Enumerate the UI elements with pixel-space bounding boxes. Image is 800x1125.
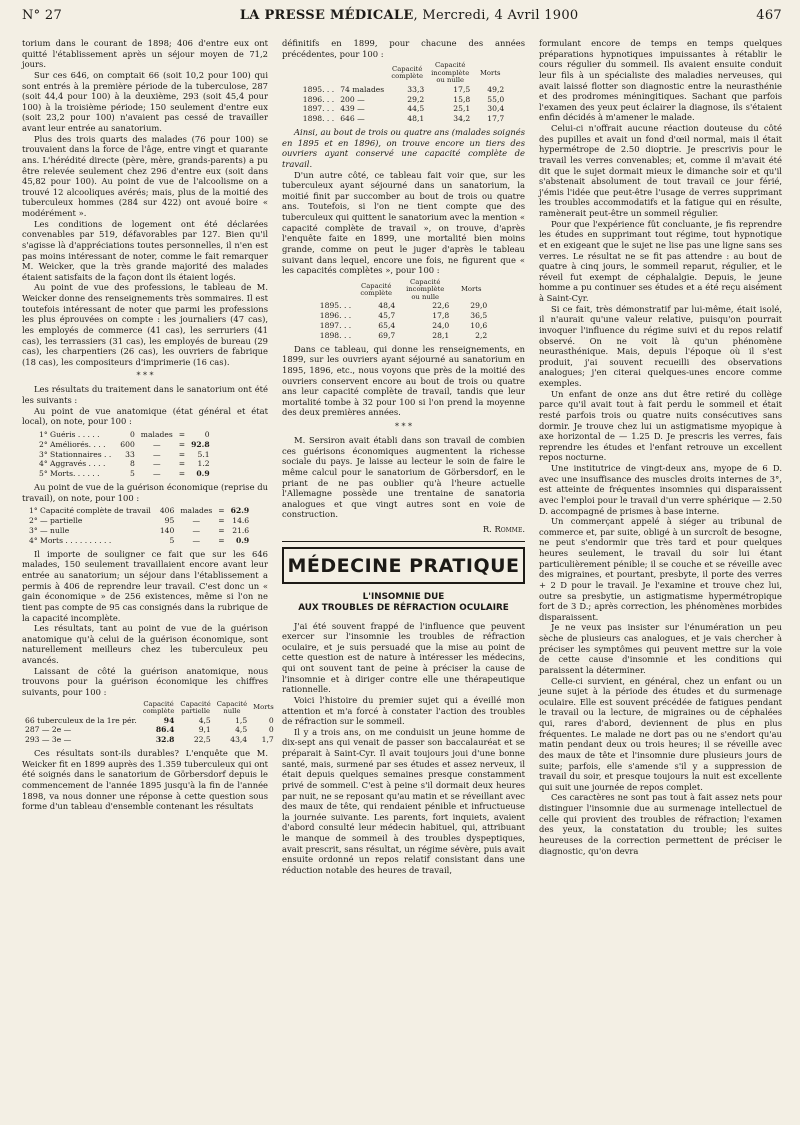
table-cell: 600 — [120, 439, 135, 449]
table-cell: 200 — — [340, 94, 365, 104]
table-cell: 9,1 — [198, 725, 211, 735]
table-cell: 4,5 — [198, 715, 211, 725]
table-cell: 3° Stationnaires . . — [39, 449, 112, 459]
paragraph: D'un autre côté, ce tableau fait voir que, sur les tuberculeux ayant séjourné dans un sanatorium, la moitié finit par succomber au bout de trois ou quatre ans. Toutefois, si l'on ne tient compte que des tuberculeux qui quittent le sanatorium avec la mention « capacité complète de travail », on trouve, d'après l'enquête faite en 1899, une mortalité bien moins grande, comme on peut le juger d'après le tableau suivant dans lequel, encore une fois, ne figurent que « les capacités complètes », pour 100 : — [282, 169, 525, 276]
stage-results-table — [22, 701, 277, 746]
complete-capacity-table — [317, 279, 490, 341]
table-cell: 1898. . . — [319, 330, 352, 340]
paragraph: Pour que l'expérience fût concluante, je fis reprendre les études en supprimant tout régime, tout hypnotique et en exigeant que le sujet ne lise pas une ligne sans ses verres. Le résultat ne se fit pas attendre : au bout de quatre à cinq jours, le sommeil reparut, régulier, et le réveil fut exempt de céphalalgie. Depuis, le jeune homme a pu continuer ses études et a été reçu aisément à Saint-Cyr. — [539, 218, 782, 303]
table-row — [22, 725, 277, 735]
table-cell: 29,0 — [470, 301, 488, 311]
table-cell: 25,1 — [453, 104, 471, 114]
table-row — [26, 516, 252, 526]
table-cell: 406 — [159, 506, 175, 516]
paragraph: Une institutrice de vingt-deux ans, myope de 6 D. avec une insuffisance des muscles droits internes de 3°, est atteinte de fréquentes insomnies qui disparaissent avec l'emploi pour le travail d'un verre sphérique — 2.50 D. accompagné de prismes à base interne. — [539, 463, 782, 516]
table-cell: 0.9 — [196, 469, 210, 479]
table-row — [22, 716, 277, 726]
table-cell: 287 — 2e — — [25, 725, 72, 735]
paragraph: M. Sersiron avait établi dans son travail de combien ces guérisons économiques augmentent la richesse sociale du pays. Je laisse au lecteur le soin de faire le même calcul pour le sanatorium de Görbersdorf, en le priant de ne pas oublier qu'à l'heure actuelle l'Allemagne possède une trentaine de sanatoria analogues et que vingt autres sont en voie de construction. — [282, 435, 525, 520]
table-row — [300, 95, 507, 105]
paragraph: Plus des trois quarts des malades (76 pour 100) se trouvaient dans la force de l'âge, entre vingt et quarante ans. L'hérédité directe (père, mère, grands-parents) a pu être relevée seulement chez 296 d'entre eux (soit dans 45,82 pour 100). Au point de vue de l'alcoolisme on a trouvé 12 alcooliques avérés; mais, plus de la moitié des tuberculeux hommes (284 sur 422) ont avoué boire « modérément ». — [22, 133, 268, 218]
paragraph: Les résultats, tant au point de vue de la guérison anatomique qu'à celui de la guérison économique, sont naturellement meilleurs chez les tuberculeux peu avancés. — [22, 623, 268, 666]
table-row — [36, 459, 213, 469]
table-cell: 43,4 — [230, 735, 248, 745]
table-cell: 5 — [169, 536, 175, 545]
table-cell: 28,1 — [432, 330, 450, 340]
table-cell: 1897. . . — [302, 104, 335, 114]
table-cell: 24,0 — [432, 320, 450, 330]
article-title-line-1: L'INSOMNIE DUE — [362, 591, 445, 602]
table-row — [317, 331, 490, 341]
table-cell: 1° Guéris . . . . . — [39, 429, 100, 439]
table-row — [26, 536, 252, 546]
paragraph: Un commerçant appelé à siéger au tribunal de commerce et, par suite, obligé à un surcroît de besogne, ne peut s'endormir que très tard et pour quelques heures seulement, le travail du soir lui étant particulièrement pénible; il se couche et se réveille avec des migraines, et pourtant, presbyte, il porte des verres + 2 D pour le travail. Je l'examine et trouve chez lui, outre sa presbytie, un astigmatisme hypermétropique fort de 3 D.; après correction, les phénomènes morbides disparaissent. — [539, 516, 782, 622]
paragraph: Ces caractères ne sont pas tout à fait assez nets pour distinguer l'insomnie due au surmenage intellectuel de celle qui provient des troubles de réfraction; l'examen des yeux, la constatation du trouble; les suites heureuses de la correction permettent de préciser le diagnostic, qu'on devra — [539, 792, 782, 856]
column-header: Capacité complète — [391, 64, 424, 81]
table-cell: 29,2 — [407, 94, 425, 104]
table-row — [317, 301, 490, 311]
table-cell: 33,3 — [407, 84, 425, 94]
table-cell: 48,1 — [407, 114, 425, 124]
paragraph: Sur ces 646, on comptait 66 (soit 10,2 pour 100) qui sont entrés à la première période de la tuberculose, 287 (soit 44,4 pour 100) à la deuxième, 293 (soit 45,4 pour 100) à la troisième période; 150 seulement d'entre eux (soit 23,2 pour 100) n'avaient pas cessé de travailler avant leur entrée au sanatorium. — [22, 69, 268, 133]
table-cell: 5.1 — [197, 449, 210, 459]
table-cell: 15,8 — [453, 94, 471, 104]
table-cell: 646 — — [340, 114, 365, 124]
paragraph: Celui-ci n'offrait aucune réaction douteuse du côté des pupilles et avait un fond d'œil normal, mais il était hypermétrope de 2.50 dioptrie. Je prescrivis pour le travail les verres convenables; et, comme il m'avait été dit que le sujet dormait mieux le dimanche soir et qu'il s'abstenait absolument de tout travail ce jour férié, j'émis l'idée que peut-être l'usage de verres supprimant les troubles accommodatifs et la fatigue qui en résulte, ramènerait peut-être un sommeil régulier. — [539, 123, 782, 218]
issue-date: , Mercredi, 4 Avril 1900 — [413, 8, 579, 23]
paragraph: Je ne veux pas insister sur l'énumération un peu sèche de plusieurs cas analogues, et je vais chercher à préciser les symptômes qui peuvent mettre sur la voie de cette cause d'insomnie et les conditions qui paraissent la déterminer. — [539, 622, 782, 675]
table-cell: 65,4 — [378, 320, 396, 330]
table-cell: 48,4 — [378, 301, 396, 311]
table-cell: 5 — [129, 469, 135, 479]
table-cell: 1895. . . — [302, 84, 335, 94]
table-row — [36, 430, 213, 440]
table-cell: — — [192, 516, 201, 526]
paragraph: torium dans le courant de 1898; 406 d'entre eux ont quitté l'établissement après un séjour moyen de 71,2 jours. — [22, 38, 268, 70]
table-cell: 21.6 — [232, 526, 250, 536]
economic-results-table — [26, 506, 252, 545]
article-title-line-2: AUX TROUBLES DE RÉFRACTION OCULAIRE — [298, 603, 509, 614]
table-cell: 0 — [268, 715, 274, 725]
table-cell: 0 — [129, 429, 135, 439]
column-header: Capacité incomplète ou nulle — [431, 61, 470, 85]
column-1 — [22, 38, 274, 876]
table-cell: = — [218, 536, 225, 545]
table-cell: 2° Améliorés. . . . — [39, 439, 106, 449]
table-cell: 33 — [125, 449, 135, 459]
table-cell: 32.8 — [155, 735, 175, 745]
column-header: Morts — [460, 285, 482, 294]
table-cell: 30,4 — [487, 104, 505, 114]
table-cell: — — [152, 439, 161, 449]
table-cell: 2,2 — [475, 330, 488, 340]
paragraph: définitifs en 1899, pour chacune des années précédentes, pour 100 : — [282, 38, 525, 59]
paragraph: Les conditions de logement ont été déclarées convenables par 519, défavorables par 127. Bien qu'il s'agisse là d'appréciations toutes personnelles, il n'en est pas moins intéressant de noter, comme le fait remarquer M. Weicker, que la très grande majorité des malades étaient satisfaits de la façon dont ils étaient logés. — [22, 218, 268, 282]
table-cell: — — [192, 536, 201, 545]
table-cell: — — [152, 469, 161, 479]
paragraph: Voici l'histoire du premier sujet qui a éveillé mon attention et m'a forcé à constater l'action des troubles de réfraction sur le sommeil. — [282, 694, 525, 727]
paragraph: J'ai été souvent frappé de l'influence que peuvent exercer sur l'insomnie les troubles de réfraction oculaire, et je suis persuadé que la mise au point de cette question est de nature à intéresser les médecins, qui ont souvent tant de peine à préciser la cause de l'insomnie et à diriger contre elle une thérapeutique rationnelle. — [282, 620, 525, 695]
page-number: 467 — [756, 8, 782, 23]
table-cell: = — [178, 469, 186, 479]
yearly-results-table — [300, 62, 507, 124]
table-cell: 94 — [163, 715, 175, 725]
column-header: Morts — [479, 68, 501, 77]
table-cell: 1,5 — [235, 715, 248, 725]
section-heading: MÉDECINE PRATIQUE — [282, 547, 525, 584]
table-cell: 1897. . . — [319, 320, 352, 330]
column-header: Capacité complète — [142, 699, 175, 716]
table-row — [300, 114, 507, 124]
table-cell: 0.9 — [235, 536, 250, 545]
table-cell: — — [152, 449, 161, 459]
table-cell: 17,8 — [432, 311, 450, 321]
paragraph: Il y a trois ans, on me conduisit un jeune homme de dix-sept ans qui venait de passer son baccalauréat et se préparait à Saint-Cyr. Il avait toujours joui d'une bonne santé, mais, surmené par ses études et assez nerveux, il était depuis quelques semaines presque constamment privé de sommeil. C'est à peine s'il dormait deux heures par nuit, ne se reposant qu'au matin et se réveillant avec des maux de tête, qui rendaient pénible et infructueuse la journée suivante. Les parents, fort inquiets, avaient d'abord consulté leur médecin habituel, qui, attribuant le manque de sommeil à des troubles dyspeptiques, avait prescrit, sans résultat, un régime sévère, puis avait ensuite ordonné un repos relatif consistant dans une réduction notable des heures de travail, — [282, 726, 525, 875]
paragraph: Celle-ci survient, en général, chez un enfant ou un jeune sujet à la période des études et du surmenage oculaire. Elle est souvent précédée de fatigues pendant le travail ou la lecture, de migraines ou de céphalées qui, rares d'abord, deviennent de plus en plus fréquentes. Le malade ne dort pas ou ne s'endort qu'au matin pendant deux ou trois heures; il se réveille avec des maux de tête et l'insomnie dure plusieurs jours de suite; parfois, elle s'amende s'il y a suppression de travail du soir, et presque toujours la nuit est excellente qui suit une journée de repos complet. — [539, 675, 782, 792]
paragraph: Ainsi, au bout de trois ou quatre ans (malades soignés en 1895 et en 1896), on trouve encore un tiers des ouvriers ayant conservé une capacité complète de travail. — [282, 127, 525, 169]
column-3 — [539, 38, 782, 876]
table-cell: 66 tuberculeux de la 1re pér. — [25, 715, 137, 725]
table-cell: = — [178, 459, 186, 469]
table-cell: — — [152, 459, 161, 469]
column-header: Morts — [253, 703, 274, 712]
table-cell: 45,7 — [378, 311, 396, 321]
table-cell: malades — [140, 429, 173, 439]
table-cell: 3° — nulle — [29, 526, 70, 536]
table-cell: 1895. . . — [319, 301, 352, 311]
column-header: Capacité incomplète ou nulle — [406, 277, 445, 301]
table-cell: 17,5 — [453, 84, 471, 94]
table-cell: 439 — — [340, 104, 365, 114]
paragraph: Ces résultats sont-ils durables? L'enquête que M. Weicker fit en 1899 auprès des 1.359 tuberculeux qui ont été soignés dans le sanatorium de Görbersdorf depuis le commencement de l'année 1895 jusqu'à la fin de l'année 1898, va nous donner une réponse à cette question sous forme d'un tableau d'ensemble contenant les résultats — [22, 748, 268, 812]
table-cell: 4° Aggravés . . . . — [39, 459, 106, 469]
paragraph: formulant encore de temps en temps quelques préparations hypnotiques impuissantes à rétablir le cours régulier du sommeil. Ils avaient ensuite conduit leur fils à un spécialiste des maladies nerveuses, qui avait laissé flotter son diagnostic entre la neurasthénie et des prodromes méningitiques. Sachant que parfois l'examen des yeux peut éclairer la diagnose, ils s'étaient enfin décidés à m'amener le malade. — [539, 38, 782, 123]
table-row — [300, 85, 507, 95]
table-cell: = — [178, 429, 186, 439]
divider — [282, 541, 525, 542]
table-cell: 1,7 — [261, 735, 274, 745]
table-cell: 62.9 — [230, 506, 250, 516]
column-2 — [282, 38, 525, 876]
table-cell: 0 — [204, 429, 210, 439]
table-cell: 49,2 — [487, 84, 505, 94]
paragraph: Les résultats du traitement dans le sanatorium ont été les suivants : — [22, 384, 268, 405]
paragraph: Si ce fait, très démonstratif par lui-même, était isolé, il n'aurait qu'une valeur relative, puisqu'on pourrait invoquer l'influence du régime suivi et du repos relatif observé. On ne voit là qu'un phénomène neurasthénique. Mais, depuis l'époque où il s'est produit, j'ai souvent recueilli des observations analogues; j'en citerai quelques-unes encore comme exemples. — [539, 303, 782, 388]
columns — [22, 38, 782, 876]
table-cell: 2° — partielle — [29, 516, 83, 526]
table-row — [36, 450, 213, 460]
section-separator: * * * — [394, 422, 413, 432]
table-cell: 293 — 3e — — [25, 735, 72, 745]
paragraph: Laissant de côté la guérison anatomique, nous trouvons pour la guérison économique les chiffres suivants, pour 100 : — [22, 665, 268, 697]
table-cell: = — [178, 439, 186, 449]
table-cell: 140 — [159, 526, 175, 536]
paragraph: Au point de vue de la guérison économique (reprise du travail), on note, pour 100 : — [22, 482, 268, 503]
author-signature: R. Romme. — [482, 524, 525, 535]
table-row — [26, 506, 252, 516]
table-cell: 1° Capacité complète de travail — [29, 506, 151, 516]
table-cell: 69,7 — [378, 330, 396, 340]
table-cell: 95 — [164, 516, 175, 526]
table-cell: 55,0 — [487, 94, 505, 104]
table-cell: 14.6 — [232, 516, 250, 526]
table-row — [317, 321, 490, 331]
anatomical-results-table — [36, 430, 213, 479]
table-row — [317, 311, 490, 321]
table-cell: 22,6 — [432, 301, 450, 311]
table-cell: = — [218, 516, 225, 526]
table-cell: 22,5 — [193, 735, 211, 745]
table-cell: 8 — [129, 459, 135, 469]
table-cell: 86.4 — [155, 725, 175, 735]
column-header: Capacité partielle — [180, 699, 211, 716]
paragraph: Un enfant de onze ans dut être retiré du collège parce qu'il avait tout à fait perdu le sommeil et était resté parfois trois ou quatre nuits consécutives sans dormir. Je trouve chez lui un astigmatisme myopique à axe horizontal de — 1.25 D. Je prescris les verres, fais reprendre les études et l'enfant retrouve un excellent repos nocturne. — [539, 388, 782, 463]
table-row — [26, 526, 252, 536]
table-cell: 10,6 — [470, 320, 488, 330]
table-row — [36, 440, 213, 450]
table-cell: 74 malades — [340, 84, 385, 94]
table-cell: 5° Morts. . . . . . — [39, 469, 100, 479]
paragraph: Dans ce tableau, qui donne les renseignements, en 1899, sur les ouvriers ayant séjourné au sanatorium en 1895, 1896, etc., nous voyons que près de la moitié des ouvriers conservent encore au bout de trois ou quatre ans leur capacité complète de travail, tandis que leur mortalité tombe à 32 pour 100 si l'on prend la moyenne des deux premières années. — [282, 343, 525, 418]
table-cell: — — [192, 526, 201, 536]
table-cell: 4,5 — [235, 725, 248, 735]
table-cell: = — [218, 526, 225, 536]
table-cell: 34,2 — [453, 114, 471, 124]
issue-number: N° 27 — [22, 8, 63, 23]
table-cell: 17,7 — [487, 114, 505, 124]
table-cell: malades — [180, 506, 213, 516]
table-row — [36, 469, 213, 479]
paragraph: Au point de vue des professions, le tableau de M. Weicker donne des renseignements très sommaires. Il est toutefois intéressant de noter que parmi les professions les plus éprouvées on compte : les journaliers (47 cas), les employés de commerce (41 cas), les serruriers (41 cas), les terrassiers (31 cas), les employés de bureau (29 cas), les charpentiers (26 cas), les ouvriers de fabrique (18 cas), les compositeurs d'imprimerie (16 cas). — [22, 282, 268, 367]
section-separator: * * * — [136, 371, 154, 381]
journal-masthead — [240, 8, 579, 23]
running-head — [22, 8, 782, 24]
table-cell: = — [218, 506, 225, 516]
table-cell: 1.2 — [197, 459, 210, 469]
column-header: Capacité nulle — [216, 699, 248, 716]
table-cell: 0 — [268, 725, 274, 735]
column-header: Capacité complète — [360, 281, 393, 298]
table-row — [22, 735, 277, 745]
paragraph: Il importe de souligner ce fait que sur les 646 malades, 150 seulement travaillaient encore avant leur entrée au sanatorium; un séjour dans l'établissement a permis à 406 de reprendre leur travail. C'est donc un « gain économique » de 256 existences, même si l'on ne tient pas compte de 95 cas consignés dans la rubrique de la capacité incomplète. — [22, 548, 268, 623]
table-cell: 1898. . . — [302, 114, 335, 124]
table-cell: 44,5 — [407, 104, 425, 114]
journal-title: LA PRESSE MÉDICALE — [239, 8, 414, 23]
table-row — [300, 104, 507, 114]
table-cell: 4° Morts . . . . . . . . . . — [29, 536, 112, 545]
table-cell: = — [178, 449, 186, 459]
table-cell: 36,5 — [470, 311, 488, 321]
table-cell: 92.8 — [191, 439, 210, 449]
article-title — [282, 592, 525, 615]
table-cell: 1896. . . — [302, 94, 335, 104]
table-cell: 1896. . . — [319, 311, 352, 321]
paragraph: Au point de vue anatomique (état général et état local), on note, pour 100 : — [22, 405, 268, 427]
